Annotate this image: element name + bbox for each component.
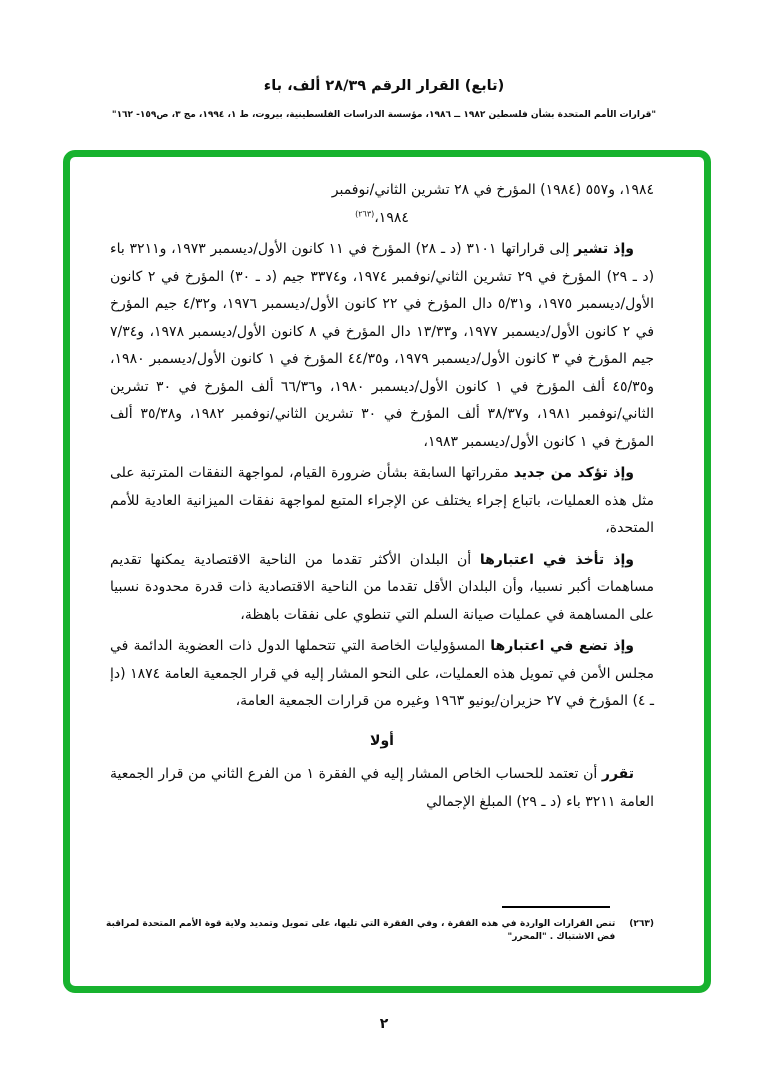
footnote-reference: (٢٦٣) — [355, 208, 375, 218]
preamble-paragraph-reaffirming — [110, 460, 654, 543]
resolution-text-block — [110, 177, 654, 816]
continuation-line-1: ١٩٨٤، و٥٥٧ (١٩٨٤) المؤرخ في ٢٨ تشرين الثاني/نوفمبر — [331, 182, 654, 198]
page-number: ٢ — [379, 1016, 389, 1032]
paragraph-text: المسؤوليات الخاصة التي تتحملها الدول ذات العضوية الدائمة في مجلس الأمن في تمويل هذه العمليات، على النحو المشار إليه في قرار الجمعية العامة ١٨٧٤ (دإ ـ ٤) المؤرخ في ٢٧ حزيران/يونيو ١٩٦٣ وغيره من قرارات الجمعية العامة، — [110, 638, 654, 709]
preamble-paragraph-recalling — [110, 236, 654, 456]
paragraph-text: أن البلدان الأكثر تقدما من الناحية الاقتصادية يمكنها تقديم مساهمات أكبر نسبيا، وأن البلدان الأقل تقدما من الناحية الاقتصادية ذات قدرة محدودة نسبيا على المساهمة في عمليات صيانة السلم التي تنطوي على نفقات باهظة، — [110, 551, 654, 623]
operative-paragraph-decides — [110, 761, 654, 816]
paragraph-lead: وإذ تضع في اعتبارها — [490, 638, 635, 654]
paragraph-text: مقرراتها السابقة بشأن ضرورة القيام، لمواجهة النفقات المترتبة على مثل هذه العمليات، باتباع إجراء يختلف عن الإجراء المتبع لمواجهة نفقات الميزانية العادية للأمم المتحدة، — [110, 465, 654, 536]
footnote-separator-rule — [502, 906, 610, 908]
highlight-frame — [63, 150, 711, 993]
footnote-text: تنص القرارات الواردة في هذه الفقرة ، وفي الفقرة التي تليها، على تمويل وتمديد ولاية قوة الأمم المتحدة لمراقبة فض الاشتباك . "المحرر" — [106, 919, 616, 942]
paragraph-lead: وإذ تؤكد من جديد — [513, 465, 634, 481]
paragraph-text: إلى قراراتها ٣١٠١ (د ـ ٢٨) المؤرخ في ١١ كانون الأول/ديسمبر ١٩٧٣، و٣٢١١ باء (د ـ ٢٩) المؤرخ في ٢٩ تشرين الثاني/نوفمبر ١٩٧٤، و٣٣٧٤ جيم (د ـ ٣٠) المؤرخ في ٢ كانون الأول/ديسمبر ١٩٧٥، و٥/٣١ دال المؤرخ في ٢٢ كانون الأول/ديسمبر ١٩٧٦، و٤/٣٢ جيم المؤرخ في ٢ كانون الأول/ديسمبر ١٩٧٧، و١٣/٣٣ دال المؤرخ في ٨ كانون الأول/ديسمبر ١٩٧٨، و٧/٣٤ جيم المؤرخ في ٣ كانون الأول/ديسمبر ١٩٧٩، و٤٤/٣٥ المؤرخ في ١ كانون الأول/ديسمبر ١٩٨٠، و٤٥/٣٥ ألف المؤرخ في ١ كانون الأول/ديسمبر ١٩٨٠، و٦٦/٣٦ ألف المؤرخ في ٣٠ تشرين الثاني/نوفمبر ١٩٨١، و٣٨/٣٧ ألف المؤرخ في ٣٠ تشرين الثاني/نوفمبر ١٩٨٢، و٣٥/٣٨ ألف المؤرخ في ١ كانون الأول/ديسمبر ١٩٨٣، — [110, 241, 655, 450]
continuation-line-2 — [110, 205, 654, 233]
continuation-year: ١٩٨٤، — [374, 209, 409, 226]
footnote-area — [106, 906, 654, 944]
section-heading-first: أولا — [370, 732, 394, 749]
paragraph-lead: تقرر — [601, 766, 634, 782]
document-title: (تابع) القرار الرقم ٢٨/٣٩ ألف، باء — [263, 78, 505, 94]
source-citation-line: "قرارات الأمم المتحدة بشأن فلسطين ١٩٨٢ ــ ١٩٨٦، مؤسسة الدراسات الفلسطينية، بيروت، ط ١، ١٩٩٤، مج ٣، ص١٥٩- ١٦٢" — [111, 110, 657, 120]
footnote — [106, 918, 654, 944]
paragraph-lead: وإذ تشير — [574, 241, 634, 257]
preamble-paragraph-taking-into-account — [110, 547, 654, 630]
footnote-marker: (٢٦٣) — [629, 919, 654, 929]
preamble-paragraph-bearing-in-mind — [110, 633, 654, 716]
paragraph-lead: وإذ تأخذ في اعتبارها — [479, 551, 634, 568]
paragraph-text: أن تعتمد للحساب الخاص المشار إليه في الفقرة ١ من الفرع الثاني من قرار الجمعية العامة ٣٢١١ باء (د ـ ٢٩) المبلغ الإجمالي — [110, 766, 654, 810]
